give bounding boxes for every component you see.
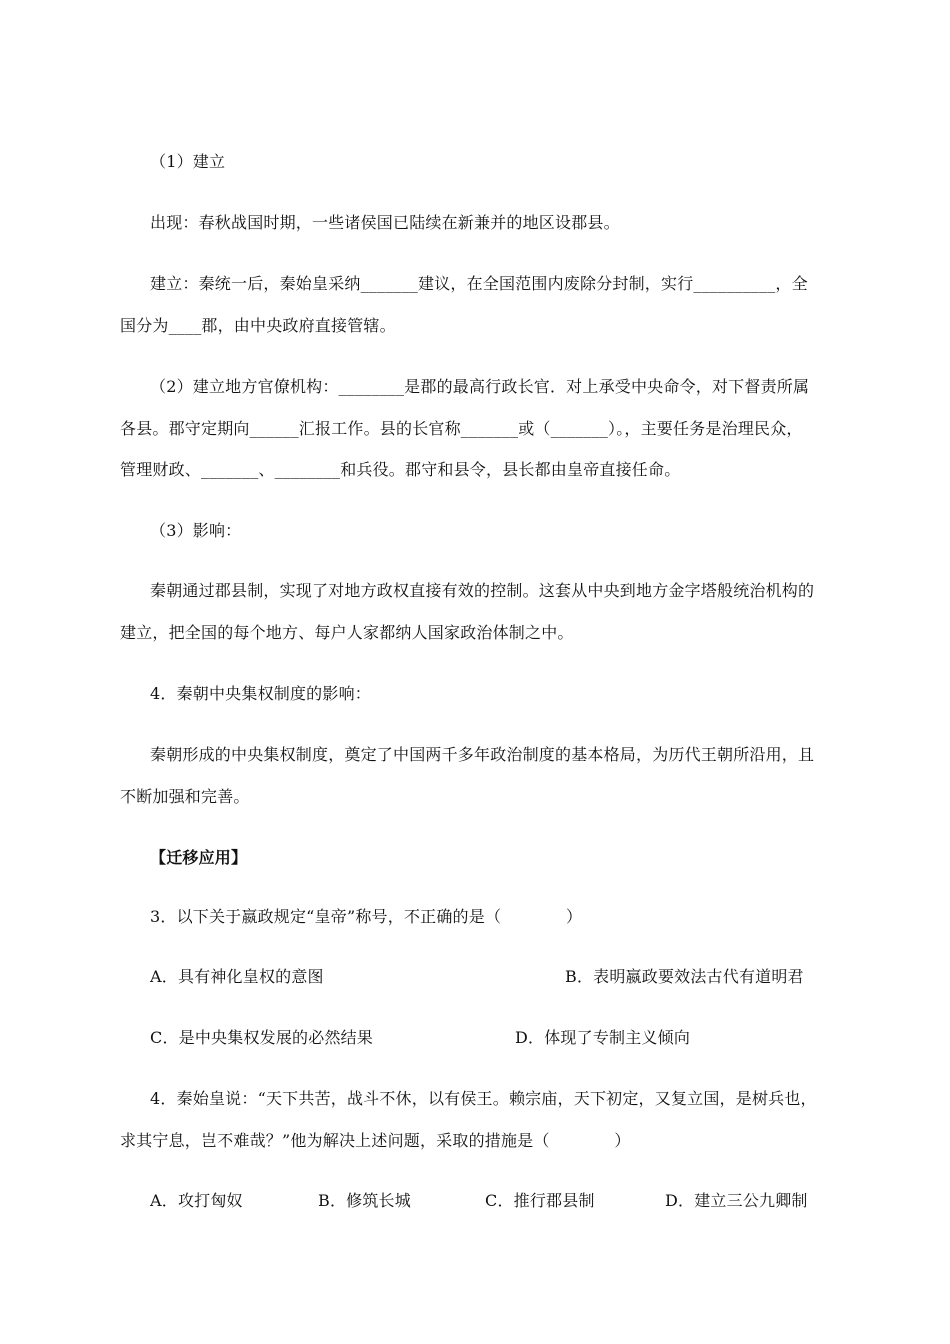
question-4-option-b: B．修筑长城 <box>318 1191 411 1210</box>
question-3-option-c: C．是中央集权发展的必然结果 <box>150 1028 374 1047</box>
establish-paragraph-line-2: 国分为____郡，由中央政府直接管辖。 <box>120 316 396 335</box>
influence-paragraph-line-1: 秦朝通过郡县制，实现了对地方政权直接有效的控制。这套从中央到地方金字塔般统治机构的 <box>150 581 815 600</box>
question-3-stem: 3．以下关于嬴政规定“皇帝”称号，不正确的是（ ） <box>150 907 583 926</box>
officials-paragraph-line-1: （2）建立地方官僚机构：________是郡的最高行政长官．对上承受中央命令，对下督责所属 <box>150 377 810 396</box>
officials-paragraph-line-2: 各县。郡守定期向______汇报工作。县的长官称_______或（_______）。，主要任务是治理民众， <box>120 419 803 438</box>
question-4-stem-line-1: 4．秦始皇说：“天下共苦，战斗不休，以有侯王。赖宗庙，天下初定，又复立国，是树兵也， <box>150 1089 817 1108</box>
establish-paragraph-line-1: 建立：秦统一后，秦始皇采纳_______建议，在全国范围内废除分封制，实行__________，全 <box>150 274 808 293</box>
transfer-application-heading: 【迁移应用】 <box>150 848 248 867</box>
appear-paragraph: 出现：春秋战国时期，一些诸侯国已陆续在新兼并的地区设郡县。 <box>150 213 620 232</box>
question-4-option-d: D．建立三公九卿制 <box>665 1191 808 1210</box>
question-4-option-c: C．推行郡县制 <box>485 1191 595 1210</box>
officials-paragraph-line-3: 管理财政、_______、________和兵役。郡守和县令，县长都由皇帝直接任命。 <box>120 460 681 479</box>
question-3-option-b: B．表明嬴政要效法古代有道明君 <box>565 967 804 986</box>
central-paragraph-line-1: 秦朝形成的中央集权制度，奠定了中国两千多年政治制度的基本格局，为历代王朝所沿用，且 <box>150 745 815 764</box>
question-4-option-a: A．攻打匈奴 <box>150 1191 243 1210</box>
heading-4: 4．秦朝中央集权制度的影响： <box>150 684 371 703</box>
question-3-option-a: A．具有神化皇权的意图 <box>150 967 324 986</box>
section-influence-heading: （3）影响： <box>150 521 242 540</box>
central-paragraph-line-2: 不断加强和完善。 <box>120 787 250 806</box>
section-establish-heading: （1）建立 <box>150 152 226 171</box>
question-4-stem-line-2: 求其宁息，岂不难哉？”他为解决上述问题，采取的措施是（ ） <box>120 1131 631 1150</box>
question-3-option-d: D．体现了专制主义倾向 <box>515 1028 691 1047</box>
influence-paragraph-line-2: 建立，把全国的每个地方、每户人家都纳人国家政治体制之中。 <box>120 623 574 642</box>
